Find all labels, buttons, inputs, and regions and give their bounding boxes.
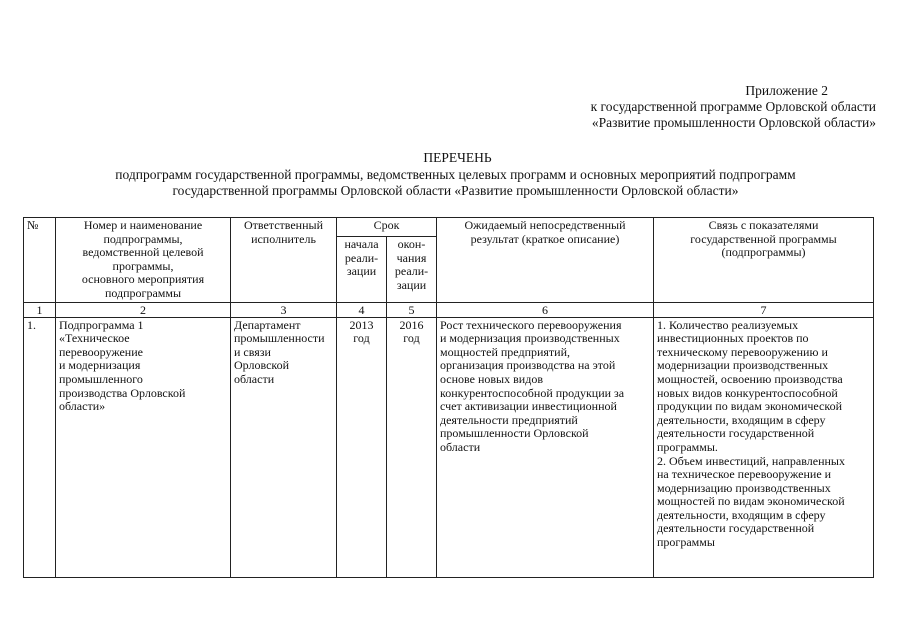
text-line: области: [234, 371, 275, 386]
column-number: 2: [56, 302, 231, 317]
text-line: программы.: [657, 439, 718, 454]
text-line: Ответственный: [243, 218, 324, 232]
text-line: перевооружение: [59, 344, 143, 359]
text-line: деятельности, входящим в сферу: [657, 507, 826, 522]
text-line: «Техническое: [59, 331, 130, 346]
header-num: №: [24, 218, 56, 303]
column-number-row: [24, 302, 874, 317]
text-line: модернизации производственных: [657, 358, 829, 373]
text-line: результат (краткое описание): [470, 231, 620, 246]
appendix-program-name: «Развитие промышленности Орловской области»: [591, 115, 876, 130]
text-line: мощностей предприятий,: [440, 344, 571, 359]
row-start-suffix: год: [353, 331, 370, 346]
row-name: [56, 317, 231, 577]
text-line: промышленного: [59, 371, 143, 386]
row-result: [437, 317, 654, 577]
text-line: реали-: [344, 250, 379, 265]
text-line: программы,: [112, 258, 174, 273]
row-end-suffix: год: [403, 331, 420, 346]
text-line: конкурентоспособной продукции за: [440, 385, 625, 400]
row-num: 1.: [24, 317, 56, 577]
text-line: зации: [396, 277, 427, 292]
text-line: организация производства на этой: [440, 358, 616, 373]
column-number: 3: [231, 302, 337, 317]
table-header-row-1: [24, 218, 874, 237]
text-line: области»: [59, 399, 106, 414]
text-line: зации: [346, 264, 377, 279]
text-line: (подпрограммы): [721, 245, 806, 260]
row-link: [654, 317, 874, 577]
text-line: производства Орловской: [59, 385, 186, 400]
column-number: 5: [387, 302, 437, 317]
row-executor: [231, 317, 337, 577]
text-line: деятельности предприятий: [440, 412, 578, 427]
text-line: окон-: [397, 236, 426, 251]
text-line: реали-: [394, 264, 429, 279]
text-line: и связи: [234, 344, 271, 359]
header-executor: [231, 218, 337, 303]
header-term: Срок: [337, 218, 437, 237]
row-end: [387, 317, 437, 577]
appendix-block: [591, 83, 876, 131]
appendix-reference: к государственной программе Орловской области: [590, 99, 876, 114]
text-line: подпрограммы: [104, 285, 182, 300]
document-title-block: [0, 150, 905, 200]
document-subtitle-line-2: государственной программы Орловской области «Развитие промышленности Орловской области»: [172, 183, 739, 198]
text-line: Департамент: [234, 317, 301, 332]
row-start: [337, 317, 387, 577]
text-line: промышленности: [234, 331, 325, 346]
text-line: промышленности Орловской: [440, 426, 589, 441]
header-start: [337, 236, 387, 302]
text-line: деятельности, входящим в сферу: [657, 412, 826, 427]
header-name: [56, 218, 231, 303]
appendix-number: Приложение 2: [745, 83, 828, 98]
column-number: 1: [24, 302, 56, 317]
text-line: 2. Объем инвестиций, направленных: [657, 453, 845, 468]
text-line: и модернизация производственных: [440, 331, 620, 346]
text-line: государственной программы: [690, 231, 837, 246]
text-line: 1. Количество реализуемых: [657, 317, 799, 332]
text-line: техническому перевооружению и: [657, 344, 828, 359]
text-line: программы: [657, 535, 715, 550]
text-line: Подпрограмма 1: [59, 317, 144, 332]
column-number: 6: [437, 302, 654, 317]
text-line: инвестиционных проектов по: [657, 331, 809, 346]
text-line: Ожидаемый непосредственный: [464, 218, 626, 232]
text-line: деятельности государственной: [657, 521, 815, 536]
text-line: новых видов конкурентоспособной: [657, 385, 838, 400]
text-line: и модернизация: [59, 358, 141, 373]
document-title: ПЕРЕЧЕНЬ: [423, 150, 492, 165]
text-line: подпрограммы,: [103, 231, 183, 246]
text-line: мощностей, освоению производства: [657, 371, 843, 386]
row-start-year: 2013: [349, 317, 374, 332]
header-end: [387, 236, 437, 302]
text-line: начала: [344, 236, 379, 251]
text-line: на техническое перевооружение и: [657, 467, 832, 482]
header-link: [654, 218, 874, 303]
header-result: [437, 218, 654, 303]
text-line: Орловской: [234, 358, 290, 373]
text-line: мощностей по видам экономической: [657, 494, 845, 509]
text-line: основе новых видов: [440, 371, 543, 386]
table-row: [24, 317, 874, 577]
text-line: Связь с показателями: [708, 218, 819, 232]
text-line: ведомственной целевой: [82, 245, 204, 260]
text-line: Рост технического перевооружения: [440, 317, 622, 332]
text-line: исполнитель: [251, 231, 316, 246]
text-line: продукции по видам экономической: [657, 399, 843, 414]
document-subtitle-line-1: подпрограмм государственной программы, ведомственных целевых программ и основных мероприятий подпрограмм: [115, 166, 796, 182]
text-line: основного мероприятия: [81, 272, 205, 287]
text-line: деятельности государственной: [657, 426, 815, 441]
column-number: 4: [337, 302, 387, 317]
column-number: 7: [654, 302, 874, 317]
text-line: области: [440, 439, 481, 454]
text-line: Номер и наименование: [83, 218, 203, 232]
text-line: счет активизации инвестиционной: [440, 399, 617, 414]
row-end-year: 2016: [399, 317, 424, 332]
text-line: модернизацию производственных: [657, 480, 831, 495]
text-line: чания: [396, 250, 427, 265]
program-list-table: [23, 217, 874, 578]
